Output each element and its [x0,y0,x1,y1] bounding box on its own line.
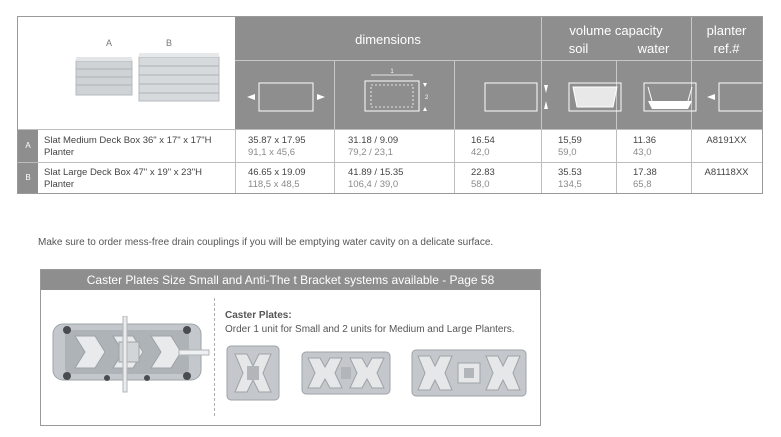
cell-soil [558,135,582,159]
value: 46.65 x 19.09 [248,167,306,178]
divider [334,129,335,193]
value-metric: 65,8 [633,179,652,190]
divider [18,129,762,130]
value-metric: 43,0 [633,147,652,158]
header-planter: planter [706,23,747,38]
caster-plates-body: Order 1 unit for Small and 2 units for Medium and Large Planters. [225,324,515,335]
cell-water [633,167,657,191]
product-name: Slat Medium Deck Box 36" x 17" x 17"H [44,135,212,146]
cell-dim2 [348,135,398,159]
header-volume-capacity: volume capacity [569,23,663,38]
value: 11.36 [633,135,657,146]
value-metric: 79,2 / 23,1 [348,147,393,158]
caster-panel-title: Caster Plates Size Small and Anti-The t Bracket systems available - Page 58 [41,270,540,290]
table-row [44,167,234,191]
divider [454,129,455,193]
header-soil: soil [568,41,589,56]
row-letter: B [25,173,31,182]
header-water: water [637,41,670,56]
cell-ref: A81118XX [704,167,749,178]
cell-dim3 [471,167,495,191]
value-metric: 58,0 [471,179,490,190]
product-name: Slat Large Deck Box 47" x 19" x 23"H [44,167,202,178]
caster-plate-small-image [225,344,281,402]
value-metric: 59,0 [558,147,577,158]
product-name-line2: Planter [44,179,75,190]
value-metric: 42,0 [471,147,490,158]
cell-dim2 [348,167,403,191]
header-ref: ref.# [713,41,740,56]
divider [18,162,762,163]
planter-ref-icon [707,83,762,111]
caster-plate-medium-image [300,350,392,396]
divider [616,129,617,193]
spec-table [17,16,763,194]
header-dimensions: dimensions [355,32,421,47]
height-diagram-icon [485,83,548,111]
row-tag [18,163,38,193]
value: 15,59 [558,135,582,146]
image-label-b: B [166,38,173,48]
value: 35.87 x 17.95 [248,135,306,146]
footprint-diagram-icon [247,83,325,111]
cell-soil [558,167,582,191]
row-letter: A [25,141,31,150]
dimension-diagrams [235,61,762,129]
cell-dim1 [248,167,306,191]
image-label-a: A [106,38,113,48]
row-tag [18,130,38,162]
value: 41.89 / 15.35 [348,167,404,178]
value: 31.18 / 9.09 [348,135,399,146]
value-metric: 118,5 x 48,5 [248,179,300,190]
value: 22.83 [471,167,495,178]
caster-plates-panel [40,269,541,426]
drain-coupling-note: Make sure to order mess-free drain couplings if you will be emptying water cavity on a delicate surface. [38,237,494,248]
value: 17.38 [633,167,657,178]
caster-plate-large-image [410,348,528,398]
planter-product-image [73,53,223,105]
cell-ref: A8191XX [706,135,747,146]
inner-dimension-diagram-icon [365,69,429,111]
svg-text:2: 2 [425,95,429,101]
table-row [44,135,234,159]
value: 35.53 [558,167,582,178]
value: 16.54 [471,135,495,146]
soil-volume-icon [569,83,621,111]
anti-theft-bracket-image [51,316,211,396]
cell-dim1 [248,135,306,159]
cell-water [633,135,656,159]
water-volume-icon [644,83,696,111]
value-metric: 106,4 / 39,0 [348,179,399,190]
value-metric: 134,5 [558,179,582,190]
value-metric: 91,1 x 45,6 [248,147,296,158]
cell-dim3 [471,135,495,159]
divider [235,129,236,193]
divider [541,129,542,193]
product-name-line2: Planter [44,147,75,158]
divider [214,298,216,416]
svg-text:1: 1 [390,69,394,75]
caster-plates-heading: Caster Plates: [225,310,292,321]
